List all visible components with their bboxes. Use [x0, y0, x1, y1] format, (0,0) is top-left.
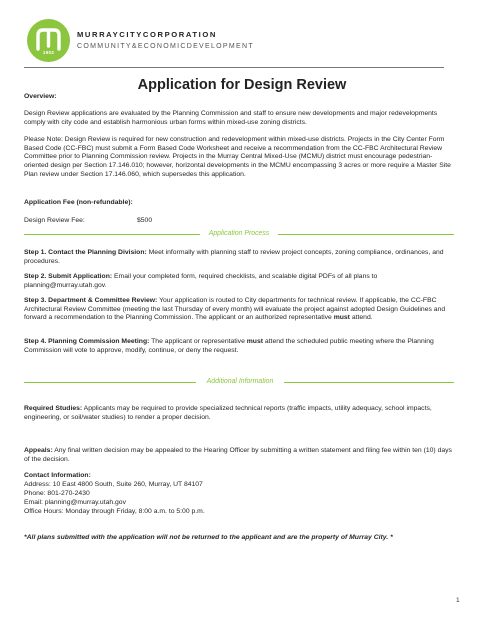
- overview-heading: Overview:: [24, 93, 57, 100]
- step-3-text-end: attend.: [349, 314, 373, 322]
- step-2: [24, 273, 454, 290]
- process-divider-left: [24, 234, 200, 235]
- header-divider: [24, 67, 444, 68]
- step-3: [24, 297, 454, 323]
- required-studies-title: Required Studies:: [24, 405, 83, 412]
- step-1: [24, 249, 454, 266]
- step-2-text: Email your completed form, required checklists, and scalable digital PDFs of all plans to planning@murray.utah.gov.: [24, 273, 378, 289]
- footer-note: *All plans submitted with the application will not be returned to the applicant and are the property of Murray City. *: [24, 534, 393, 541]
- required-studies: [24, 405, 454, 422]
- department-name: COMMUNITY&ECONOMICDEVELOPMENT: [77, 43, 254, 50]
- please-note-paragraph: Please Note: Design Review is required for new construction and redevelopment within mixed-use districts. Projects in the City Center Form Based Code (CC-FBC) must submit a Form Based Code Worksheet and receive a recommendation from the CC-FBC Architectural Review Committee prior to Planning Commission review. Projects in the Murray Central Mixed-Use (MCMU) district must encourage pedestrian-oriented design per Section 17.146.010; however, horizontal developments in the MCMU encompassing 3 acres or more require a Master Site Plan review under Section 17.146.060, which supersedes this application.: [24, 136, 451, 178]
- contact-address: Address: 10 East 4800 South, Suite 260, Murray, UT 84107: [24, 481, 203, 488]
- step-2-title: Step 2. Submit Application:: [24, 273, 113, 280]
- additional-divider-right: [284, 382, 454, 383]
- additional-information-label: Additional Information: [206, 378, 274, 385]
- step-1-title: Step 1. Contact the Planning Division:: [24, 249, 147, 256]
- contact-hours: Office Hours: Monday through Friday, 8:00 a.m. to 5:00 p.m.: [24, 508, 205, 515]
- appeals-title: Appeals:: [24, 447, 53, 454]
- application-process-label: Application Process: [208, 230, 270, 237]
- step-3-text: Your application is routed to City departments for technical review. If applicable, the CC-FBC Architectural Review Committee (meeting the last Thursday of every month) will evaluate the project against adopted Design Guidelines and forward a recommendation to the Planning Commission. The applicant or an authorized representative: [24, 297, 446, 322]
- fee-label: Design Review Fee:: [24, 217, 85, 224]
- required-studies-text: Applicants may be required to provide specialized technical reports (traffic impacts, utility adequacy, school impacts, engineering, or soil/water studies) to render a proper decision.: [24, 405, 432, 421]
- step-4-text-end: attend the scheduled public meeting where the Planning Commission will vote to approve, modify, continue, or deny the request.: [24, 338, 434, 354]
- logo-year: 1903: [42, 50, 55, 55]
- step-4: [24, 338, 454, 355]
- fee-amount: $500: [137, 217, 153, 224]
- fee-heading: Application Fee (non-refundable):: [24, 199, 133, 206]
- step-3-title: Step 3. Department & Committee Review:: [24, 297, 158, 304]
- contact-heading: Contact Information:: [24, 472, 91, 479]
- logo-m-icon: [27, 19, 70, 62]
- additional-divider-left: [24, 382, 196, 383]
- organization-name: MURRAYCITYCORPORATION: [77, 30, 217, 39]
- murray-city-logo: [27, 19, 70, 62]
- page-number: 1: [456, 597, 460, 604]
- appeals-text: Any final written decision may be appealed to the Hearing Officer by submitting a written statement and filing fee within ten (10) days of the decision.: [24, 447, 452, 463]
- contact-email: Email: planning@murray.utah.gov: [24, 499, 126, 506]
- overview-paragraph: Design Review applications are evaluated by the Planning Commission and staff to ensure new developments and major redevelopments comply with city code and establish harmonious urban forms within mixed-use zoning districts.: [24, 110, 438, 126]
- step-4-text: The applicant or representative: [149, 338, 247, 345]
- step-1-text: Meet informally with planning staff to review project concepts, zoning compliance, ordinances, and procedures.: [24, 249, 444, 265]
- process-divider-right: [278, 234, 454, 235]
- page-title: Application for Design Review: [137, 77, 347, 93]
- contact-phone: Phone: 801-270-2430: [24, 490, 90, 497]
- step-4-emphasis: must: [246, 338, 263, 345]
- step-4-title: Step 4. Planning Commission Meeting:: [24, 338, 150, 345]
- appeals: [24, 447, 454, 464]
- step-3-emphasis: must: [333, 314, 350, 322]
